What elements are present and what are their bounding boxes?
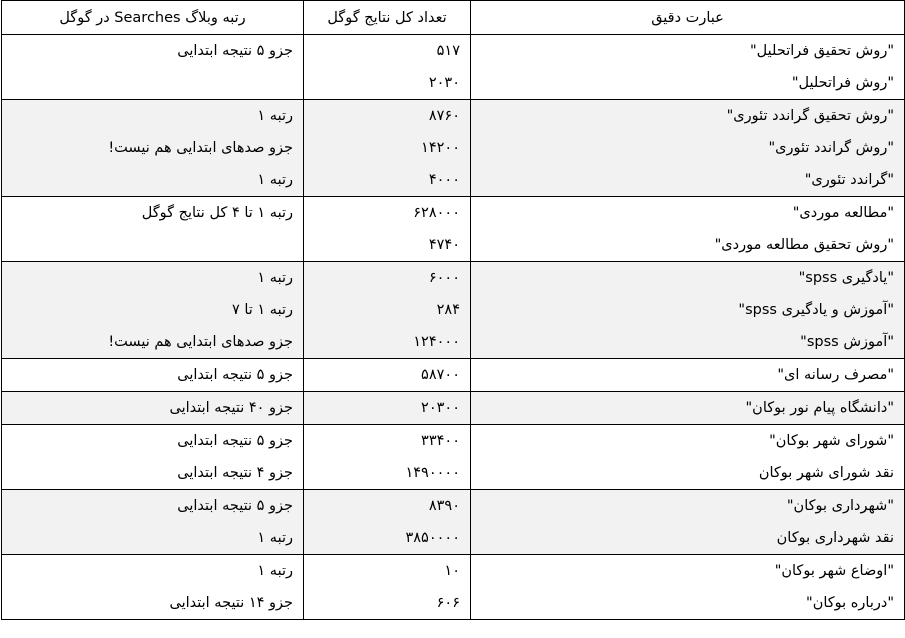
table-row	[2, 392, 905, 425]
cell-count: ۸۷۶۰	[304, 100, 471, 133]
cell-phrase: "روش گراندد تئوری"	[471, 132, 905, 164]
table-row	[2, 294, 905, 326]
cell-rank: رتبه ۱	[2, 164, 304, 197]
cell-rank: رتبه ۱	[2, 522, 304, 555]
table-row	[2, 359, 905, 392]
cell-count: ۶۰۰۰	[304, 262, 471, 295]
cell-rank: جزو ۴ نتیجه ابتدایی	[2, 457, 304, 490]
cell-rank: رتبه ۱	[2, 555, 304, 588]
cell-phrase: نقد شهرداری بوکان	[471, 522, 905, 555]
cell-rank: جزو ۵ نتیجه ابتدایی	[2, 359, 304, 392]
table-row	[2, 67, 905, 100]
search-results-table	[1, 0, 905, 620]
cell-count: ۱۲۴۰۰۰	[304, 326, 471, 359]
cell-phrase: "روش تحقیق فراتحلیل"	[471, 35, 905, 68]
cell-rank: جزو ۴۰ نتیجه ابتدایی	[2, 392, 304, 425]
cell-count: ۴۰۰۰	[304, 164, 471, 197]
table-row	[2, 262, 905, 295]
table-body	[2, 35, 905, 620]
cell-rank: جزو ۵ نتیجه ابتدایی	[2, 35, 304, 68]
table-row	[2, 229, 905, 262]
cell-rank	[2, 229, 304, 262]
table-row	[2, 100, 905, 133]
table-row	[2, 490, 905, 523]
table-row	[2, 164, 905, 197]
cell-count: ۲۸۴	[304, 294, 471, 326]
cell-rank: رتبه ۱ تا ۴ کل نتایج گوگل	[2, 197, 304, 230]
cell-phrase: "آموزش و یادگیری spss"	[471, 294, 905, 326]
cell-phrase: "مصرف رسانه ای"	[471, 359, 905, 392]
cell-phrase: "شهرداری بوکان"	[471, 490, 905, 523]
cell-phrase: نقد شورای شهر بوکان	[471, 457, 905, 490]
cell-phrase: "روش تحقیق مطالعه موردی"	[471, 229, 905, 262]
cell-rank: جزو ۱۴ نتیجه ابتدایی	[2, 587, 304, 620]
cell-rank: جزو صدهای ابتدایی هم نیست!	[2, 132, 304, 164]
cell-count: ۶۲۸۰۰۰	[304, 197, 471, 230]
header-rank: رتبه وبلاگ Searches در گوگل	[2, 1, 304, 35]
cell-count: ۲۰۳۰۰	[304, 392, 471, 425]
cell-count: ۲۰۳۰	[304, 67, 471, 100]
cell-rank	[2, 67, 304, 100]
cell-count: ۱۰	[304, 555, 471, 588]
cell-phrase: "یادگیری spss"	[471, 262, 905, 295]
cell-count: ۱۴۲۰۰	[304, 132, 471, 164]
cell-rank: رتبه ۱	[2, 262, 304, 295]
cell-rank: رتبه ۱ تا ۷	[2, 294, 304, 326]
cell-rank: جزو ۵ نتیجه ابتدایی	[2, 490, 304, 523]
cell-phrase: "دانشگاه پیام نور بوکان"	[471, 392, 905, 425]
cell-phrase: "روش تحقیق گراندد تئوری"	[471, 100, 905, 133]
cell-count: ۳۸۵۰۰۰۰	[304, 522, 471, 555]
table-row	[2, 132, 905, 164]
table-row	[2, 587, 905, 620]
cell-phrase: "گراندد تئوری"	[471, 164, 905, 197]
header-count: تعداد کل نتایج گوگل	[304, 1, 471, 35]
cell-count: ۵۱۷	[304, 35, 471, 68]
cell-rank: جزو ۵ نتیجه ابتدایی	[2, 425, 304, 458]
cell-count: ۶۰۶	[304, 587, 471, 620]
table-row	[2, 555, 905, 588]
header-row	[2, 1, 905, 35]
cell-count: ۸۳۹۰	[304, 490, 471, 523]
table-row	[2, 197, 905, 230]
table-row	[2, 522, 905, 555]
cell-phrase: "اوضاع شهر بوکان"	[471, 555, 905, 588]
cell-rank: رتبه ۱	[2, 100, 304, 133]
cell-phrase: "آموزش spss"	[471, 326, 905, 359]
cell-phrase: "درباره بوکان"	[471, 587, 905, 620]
cell-phrase: "مطالعه موردی"	[471, 197, 905, 230]
cell-phrase: "روش فراتحلیل"	[471, 67, 905, 100]
cell-count: ۱۴۹۰۰۰۰	[304, 457, 471, 490]
cell-phrase: "شورای شهر بوکان"	[471, 425, 905, 458]
cell-count: ۵۸۷۰۰	[304, 359, 471, 392]
table-row	[2, 35, 905, 68]
cell-count: ۳۳۴۰۰	[304, 425, 471, 458]
table-row	[2, 326, 905, 359]
cell-count: ۴۷۴۰	[304, 229, 471, 262]
table-row	[2, 425, 905, 458]
cell-rank: جزو صدهای ابتدایی هم نیست!	[2, 326, 304, 359]
table-row	[2, 457, 905, 490]
header-phrase: عبارت دقیق	[471, 1, 905, 35]
